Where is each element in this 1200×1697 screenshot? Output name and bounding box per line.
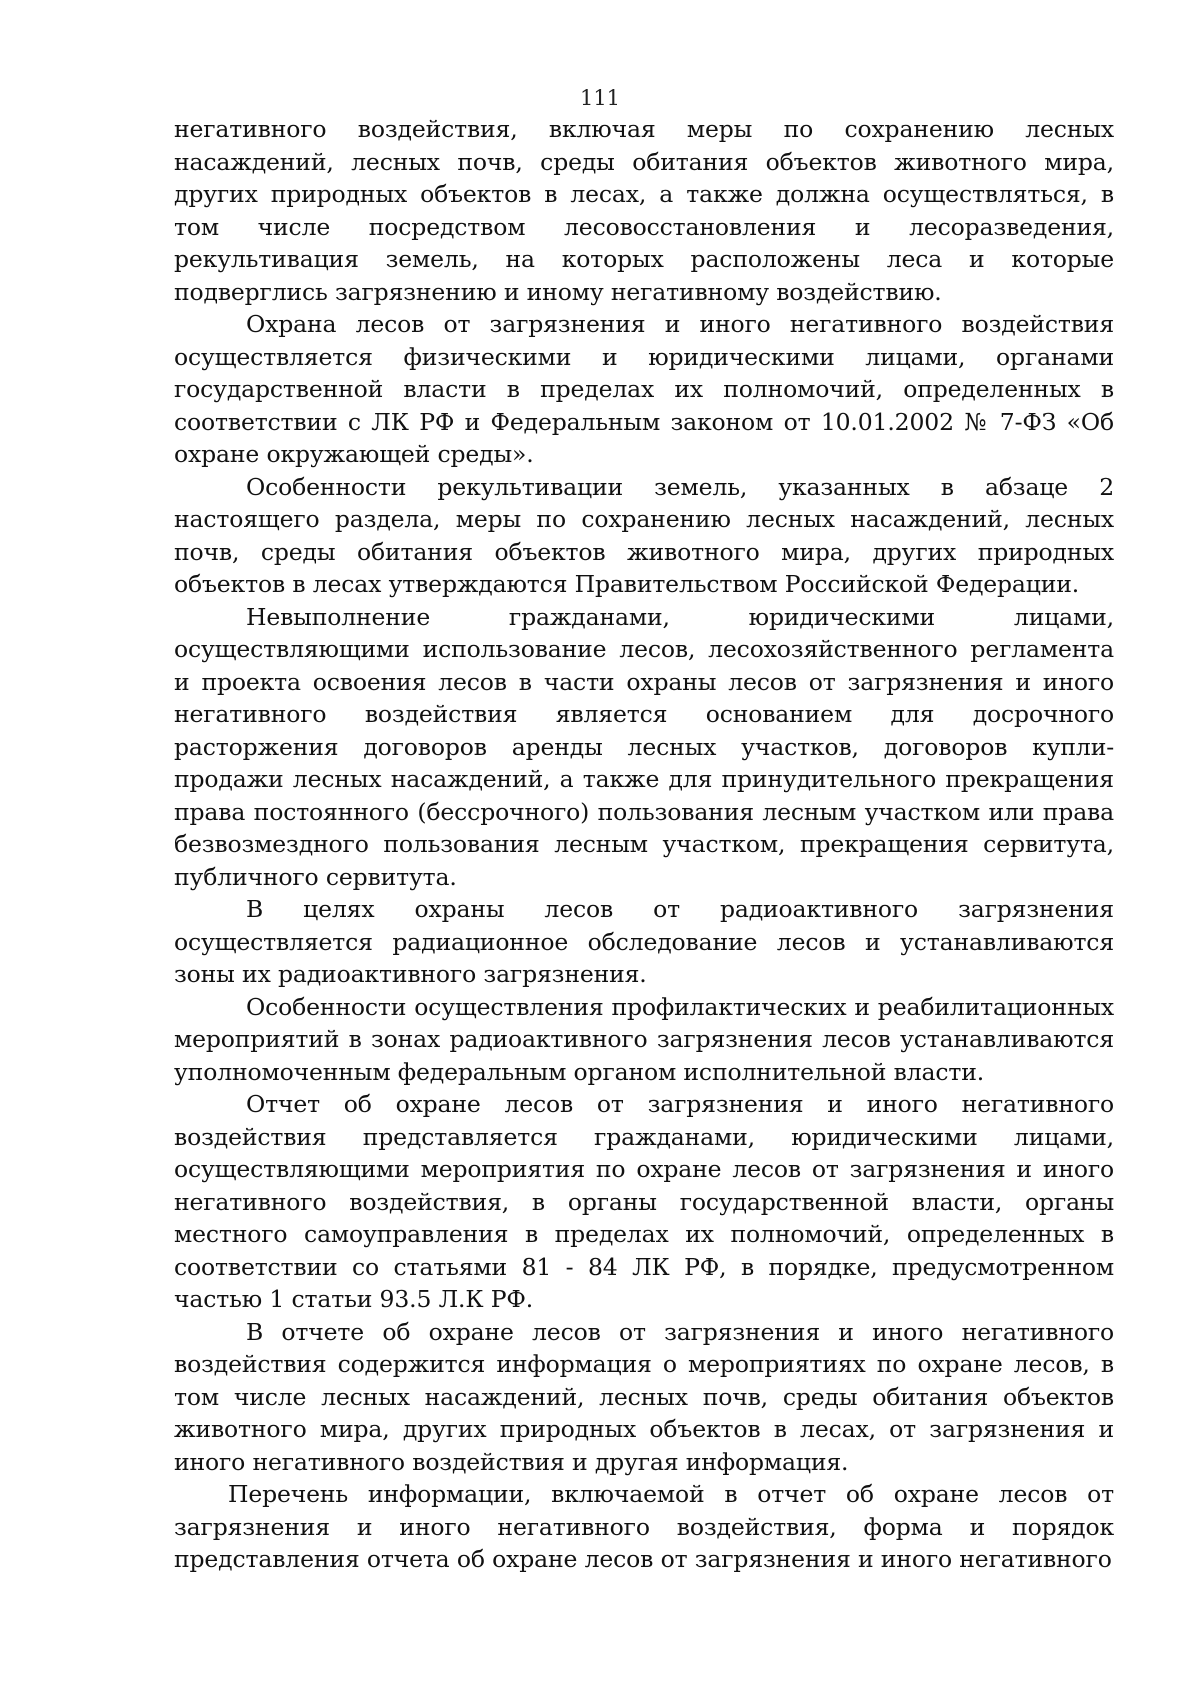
document-body: [174, 113, 1114, 1576]
paragraph-continuation: негативного воздействия, включая меры по сохранению лесных насаждений, лесных почв, среды обитания объектов животного мира, других природных объектов в лесах, а также должна осуществляться, в том числе посредством лесовосстановления и лесоразведения, рекультивация земель, на которых расположены леса и которые подверглись загрязнению и иному негативному воздействию.: [174, 115, 1114, 306]
paragraph-radioactive-survey: В целях охраны лесов от радиоактивного загрязнения осуществляется радиационное обследование лесов и устанавливаются зоны их радиоактивного загрязнения.: [174, 895, 1114, 988]
paragraph-rehabilitation-measures: Особенности осуществления профилактических и реабилитационных мероприятий в зонах радиоактивного загрязнения лесов устанавливаются уполномоченным федеральным органом исполнительной власти.: [174, 992, 1114, 1086]
paragraph-report-contents: В отчете об охране лесов от загрязнения и иного негативного воздействия содержится информация о мероприятиях по охране лесов, в том числе лесных насаждений, лесных почв, среды обитания объектов животного мира, других природных объектов в лесах, от загрязнения и иного негативного воздействия и другая информация.: [174, 1317, 1114, 1476]
page-number: 111: [579, 86, 621, 110]
paragraph-forest-protection-actors: Охрана лесов от загрязнения и иного негативного воздействия осуществляется физическими и юридическими лицами, органами государственной власти в пределах их полномочий, определенных в соответствии с ЛК РФ и Федеральным законом от 10.01.2002 № 7-ФЗ «Об охране окружающей среды».: [174, 310, 1114, 468]
paragraph-report-submission: Отчет об охране лесов от загрязнения и иного негативного воздействия представляется гражданами, юридическими лицами, осуществляющими мероприятия по охране лесов от загрязнения и иного негативного воздействия, в органы государственной власти, органы местного самоуправления в пределах их полномочий, определенных в соответствии со статьями 81 - 84 ЛК РФ, в порядке, предусмотренном частью 1 статьи 93.5 Л.К РФ.: [174, 1090, 1114, 1313]
paragraph-report-list: Перечень информации, включаемой в отчет об охране лесов от загрязнения и иного негативного воздействия, форма и порядок представления отчета об охране лесов от загрязнения и иного негативного: [174, 1480, 1114, 1573]
paragraph-noncompliance: Невыполнение гражданами, юридическими лицами, осуществляющими использование лесов, лесохозяйственного регламента и проекта освоения лесов в части охраны лесов от загрязнения и иного негативного воздействия является основанием для досрочного расторжения договоров аренды лесных участков, договоров купли-продажи лесных насаждений, а также для принудительного прекращения права постоянного (бессрочного) пользования лесным участком или права безвозмездного пользования лесным участком, прекращения сервитута, публичного сервитута.: [174, 602, 1114, 891]
paragraph-recultivation-features: Особенности рекультивации земель, указанных в абзаце 2 настоящего раздела, меры по сохранению лесных насаждений, лесных почв, среды обитания объектов животного мира, других природных объектов в лесах утверждаются Правительством Российской Федерации.: [174, 472, 1114, 598]
